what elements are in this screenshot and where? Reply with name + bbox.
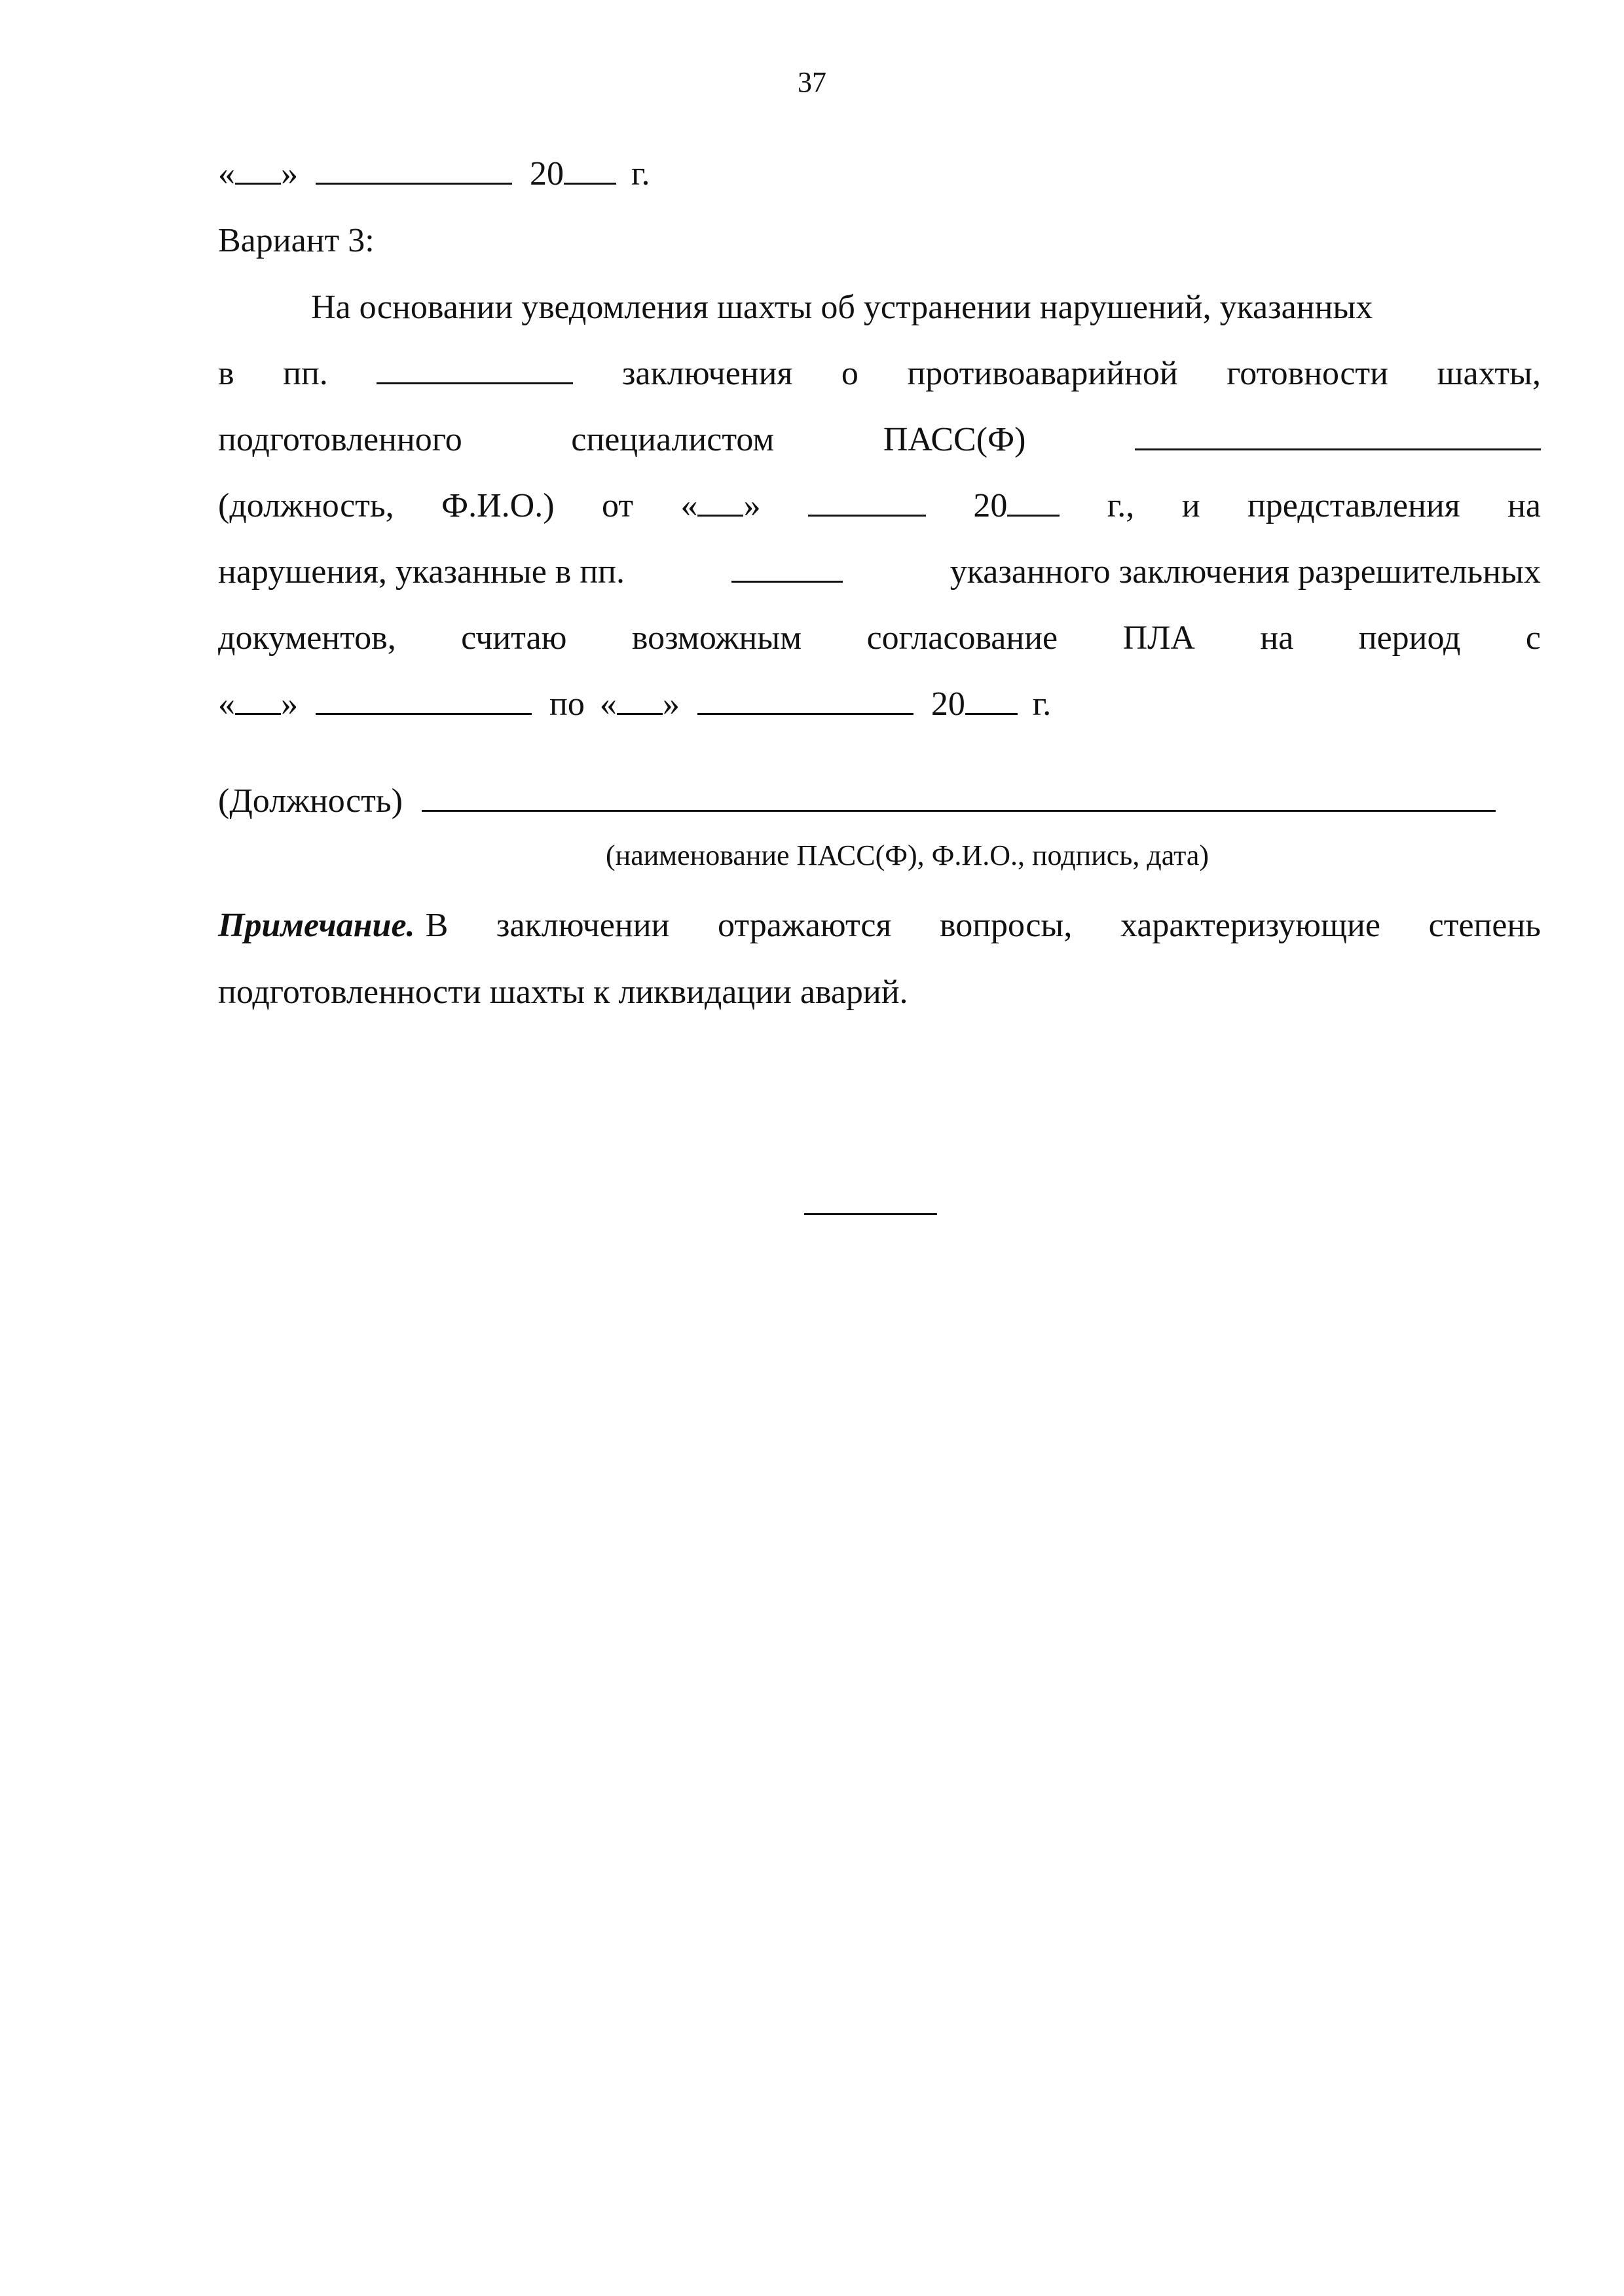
word: возможным <box>631 619 802 657</box>
signature-line <box>218 782 1541 821</box>
word: специалистом <box>571 421 775 458</box>
month-blank[interactable] <box>808 487 926 517</box>
word: представления <box>1247 487 1460 524</box>
word: шахты, <box>1437 355 1541 392</box>
word: подготовленного <box>218 421 462 458</box>
year-blank[interactable] <box>564 155 616 185</box>
variant-heading: Вариант 3: <box>218 222 375 259</box>
word: документов, <box>218 619 396 657</box>
paragraph-line-2 <box>218 354 1541 393</box>
specialist-blank[interactable] <box>1135 421 1541 450</box>
word: заключения <box>621 355 793 392</box>
close-quote: » <box>281 685 298 723</box>
items-blank[interactable] <box>731 553 843 583</box>
word: на <box>1507 487 1541 524</box>
word: готовности <box>1227 355 1388 392</box>
month-blank[interactable] <box>316 155 512 185</box>
paragraph-line-1: На основании уведомления шахты об устранении нарушений, указанных <box>311 289 1373 326</box>
day-blank[interactable] <box>235 155 281 185</box>
word: г., <box>1107 487 1135 524</box>
word: о <box>841 355 858 392</box>
paragraph-line-4 <box>218 486 1541 526</box>
word: период <box>1358 619 1461 657</box>
open-quote: « <box>680 487 698 524</box>
word: ПАСС(Ф) <box>883 421 1026 458</box>
signature-caption: (наименование ПАСС(Ф), Ф.И.О., подпись, дата) <box>606 839 1209 871</box>
day-blank[interactable] <box>697 487 743 517</box>
year-prefix: 20 <box>931 685 965 723</box>
close-quote: » <box>743 487 761 524</box>
word: от <box>602 487 634 524</box>
word: по <box>549 685 585 723</box>
word: ПЛА <box>1122 619 1195 657</box>
word: и <box>1181 487 1200 524</box>
note-line-2: подготовленности шахты к ликвидации аварий. <box>218 974 908 1011</box>
text-fragment: нарушения, указанные в пп. <box>218 553 625 591</box>
word: согласование <box>866 619 1058 657</box>
word: противоаварийной <box>907 355 1178 392</box>
date-line <box>218 155 1541 194</box>
paragraph-line-6 <box>218 619 1541 658</box>
month-blank[interactable] <box>697 685 913 715</box>
open-quote: « <box>218 155 235 192</box>
paragraph-line-5 <box>218 553 1541 592</box>
paragraph-line-3 <box>218 420 1541 460</box>
close-quote: » <box>281 155 298 192</box>
text-fragment: указанного заключения разрешительных <box>950 553 1541 591</box>
note-line-1 <box>218 906 1541 945</box>
year-blank[interactable] <box>965 685 1018 715</box>
year-prefix: 20 <box>973 487 1008 524</box>
word: считаю <box>461 619 567 657</box>
word: Ф.И.О.) <box>441 487 555 524</box>
signature-blank[interactable] <box>422 782 1496 812</box>
year-suffix: г. <box>631 155 650 192</box>
word: в <box>218 355 234 392</box>
month-blank[interactable] <box>316 685 532 715</box>
end-divider <box>804 1213 937 1215</box>
word: на <box>1260 619 1294 657</box>
items-blank[interactable] <box>377 355 573 384</box>
year-suffix: г. <box>1032 685 1052 723</box>
year-prefix: 20 <box>530 155 564 192</box>
paragraph-line-7 <box>218 685 1541 724</box>
note-text: В заключении отражаются вопросы, характеризующие степень <box>425 907 1541 944</box>
page-number: 37 <box>798 66 826 98</box>
word: пп. <box>283 355 328 392</box>
open-quote: « <box>218 685 235 723</box>
signature-label: (Должность) <box>218 782 403 820</box>
year-blank[interactable] <box>1007 487 1060 517</box>
note-label: Примечание. <box>218 907 415 944</box>
word: (должность, <box>218 487 394 524</box>
day-blank[interactable] <box>235 685 281 715</box>
open-quote: « <box>599 685 617 723</box>
word: с <box>1525 619 1541 657</box>
close-quote: » <box>662 685 680 723</box>
day-blank[interactable] <box>617 685 663 715</box>
